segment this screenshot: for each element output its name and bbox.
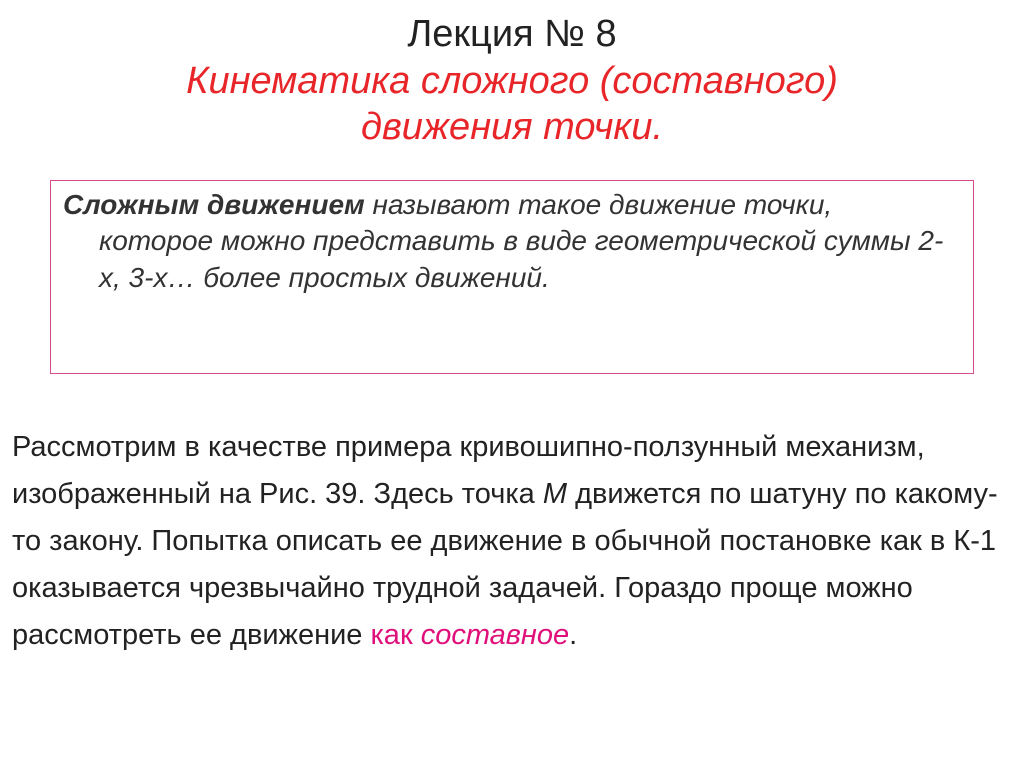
example-period: .: [569, 618, 578, 651]
definition-term: Сложным движением: [63, 189, 365, 220]
lecture-topic-line-2: движения точки.: [360, 105, 664, 148]
example-paragraph: [12, 424, 1014, 659]
definition-box: [50, 180, 974, 374]
highlight-sostavnoe: составное: [420, 618, 570, 651]
highlight-kak: как: [370, 618, 413, 651]
slide-title: [0, 12, 1024, 150]
example-text-part-2: движется по шатуну по какому-то закону. Попытка описать ее движение в обычной постановке как в К-1 оказывается чрезвычайно трудной задачей. Гораздо проще можно рассмотреть ее движение: [12, 477, 998, 651]
definition-text: [63, 187, 953, 296]
point-m-variable: М: [542, 477, 568, 510]
lecture-topic-line-1: Кинематика сложного (составного): [186, 59, 838, 102]
lecture-number: Лекция № 8: [407, 13, 617, 55]
highlight-space: [413, 619, 421, 651]
example-text-part-1: Рассмотрим в качестве примера кривошипно-ползунный механизм, изображенный на Рис. 39. Здесь точка: [12, 431, 925, 510]
definition-body: называют такое движение точки, которое можно представить в виде геометрической суммы 2-х, 3-х… более простых движений.: [99, 189, 944, 293]
